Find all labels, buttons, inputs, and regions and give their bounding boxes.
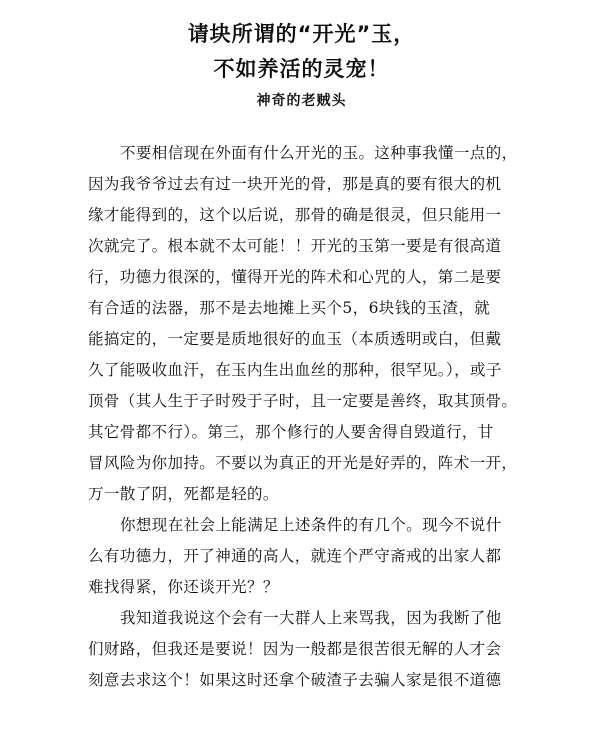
paragraph-3-line: 们财路，但我还是要说！因为一般都是很苦很无解的人才会: [88, 640, 502, 658]
paragraph-1-line: 有合适的法器，那不是去地摊上买个5，6块钱的玉渣，就: [88, 299, 491, 317]
article-title-line-1: 请块所谓的“开光”玉，: [187, 22, 416, 46]
paragraph-1-line: 万一散了阴，死都是轻的。: [88, 485, 279, 503]
paragraph-2-line: 么有功德力，开了神通的高人，就连个严守斋戒的出家人都: [88, 547, 502, 565]
paragraph-1-line: 其它骨都不行）。第三，那个修行的人要舍得自毁道行，甘: [88, 423, 494, 441]
article-body: [88, 138, 550, 696]
paragraph-1-line: 缘才能得到的，这个以后说，那骨的确是很灵，但只能用一: [88, 206, 502, 224]
paragraph-1-line: 冒风险为你加持。不要以为真正的开光是好弄的，阵术一开，: [88, 454, 518, 472]
paragraph-2-line: 难找得紧，你还谈开光？？: [88, 578, 279, 596]
paragraph-1-line: 次就完了。根本就不太可能！！开光的玉第一要是有很高道: [88, 237, 502, 255]
article-title-line-2: 不如养活的灵宠！: [213, 57, 390, 81]
paragraph-1-line: 久了能吸收血汗，在玉内生出血丝的那种，很罕见。），或子: [88, 361, 502, 379]
paragraph-3-line: 刻意去求这个！如果这时还拿个破渣子去骗人家是很不道德: [88, 671, 502, 689]
paragraph-2-line: 你想现在社会上能满足上述条件的有几个。现今不说什: [120, 516, 502, 534]
paragraph-1-line: 因为我爷爷过去有过一块开光的骨，那是真的要有很大的机: [88, 175, 502, 193]
author-name: 神奇的老贼头: [256, 93, 347, 109]
paragraph-1-line: 能搞定的，一定要是质地很好的血玉（本质透明或白，但戴: [88, 330, 502, 348]
paragraph-1-line: 顶骨（其人生于子时殁于子时，且一定要是善终，取其顶骨。: [88, 392, 518, 410]
paragraph-1-line: 行，功德力很深的，懂得开光的阵术和心咒的人，第二是要: [88, 268, 502, 286]
paragraph-3-line: 我知道我说这个会有一大群人上来骂我，因为我断了他: [120, 609, 502, 627]
paragraph-1-line: 不要相信现在外面有什么开光的玉。这种事我懂一点的，: [120, 144, 518, 162]
